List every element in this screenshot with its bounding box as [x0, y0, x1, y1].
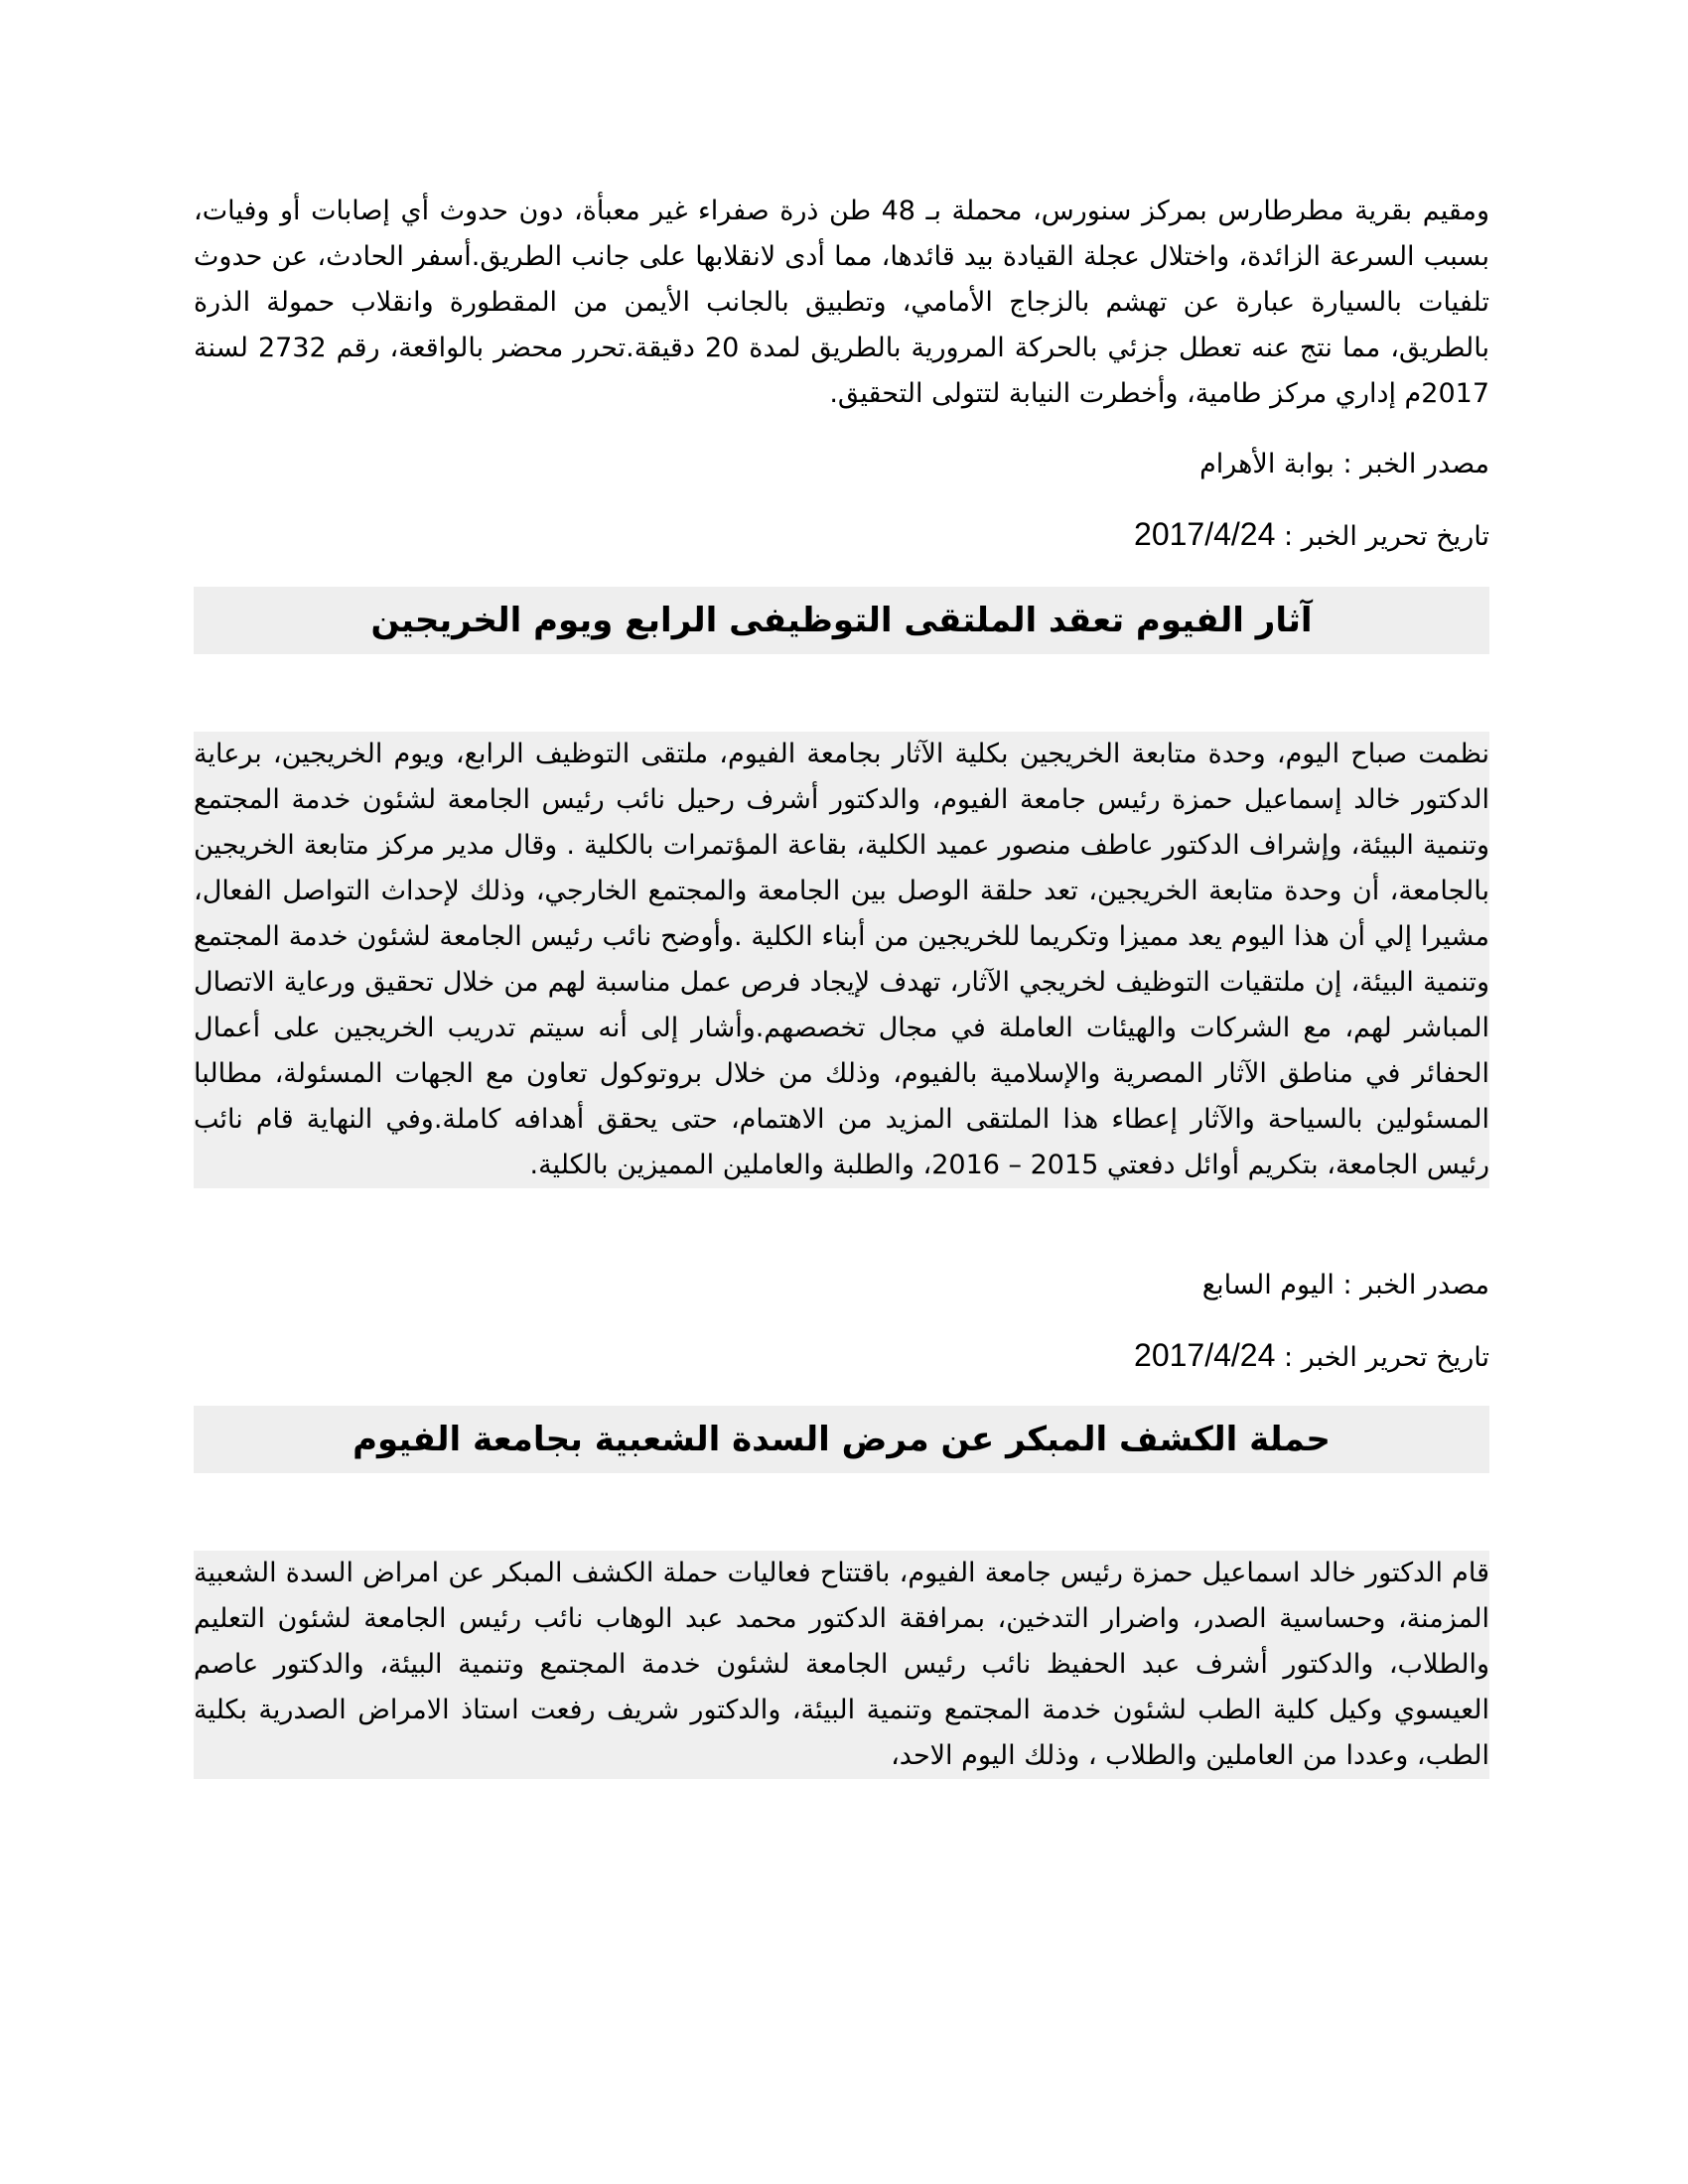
article1-source-line: [194, 445, 1489, 484]
article2-date-label: تاريخ تحرير الخبر :: [1275, 1342, 1489, 1373]
article1-date-value: 2017/4/24: [1134, 516, 1276, 552]
article1-source-value: بوابة الأهرام: [1199, 449, 1335, 479]
article1-date-line: [194, 514, 1489, 557]
article2-date-value: 2017/4/24: [1134, 1337, 1276, 1373]
article2-source-value: اليوم السابع: [1201, 1270, 1335, 1300]
document-page: [194, 189, 1489, 1779]
article1-body-text: ومقيم بقرية مطرطارس بمركز سنورس، محملة بـ 48 طن ذرة صفراء غير معبأة، دون حدوث أي إصابات أو وفيات، بسبب السرعة الزائدة، واختلال عجلة القيادة بيد قائدها، مما أدى لانقلابها على جانب الطريق.أسفر الحادث، عن حدوث تلفيات بالسيارة عبارة عن تهشم بالزجاج الأمامي، وتطبيق بالجانب الأيمن من المقطورة وانقلاب حمولة الذرة بالطريق، مما نتج عنه تعطل جزئي بالحركة المرورية بالطريق لمدة 20 دقيقة.تحرر محضر بالواقعة، رقم 2732 لسنة 2017م إداري مركز طامية، وأخطرت النيابة لتتولى التحقيق.: [194, 196, 1489, 409]
article2-source-label: مصدر الخبر :: [1334, 1270, 1489, 1300]
article1-source-label: مصدر الخبر :: [1334, 449, 1489, 479]
article3-headline: حملة الكشف المبكر عن مرض السدة الشعبية بجامعة الفيوم: [194, 1406, 1489, 1473]
article2-body-text: نظمت صباح اليوم، وحدة متابعة الخريجين بكلية الآثار بجامعة الفيوم، ملتقى التوظيف الرابع، ويوم الخريجين، برعاية الدكتور خالد إسماعيل حمزة رئيس جامعة الفيوم، والدكتور أشرف رحيل نائب رئيس الجامعة لشئون خدمة المجتمع وتنمية البيئة، وإشراف الدكتور عاطف منصور عميد الكلية، بقاعة المؤتمرات بالكلية . وقال مدير مركز متابعة الخريجين بالجامعة، أن وحدة متابعة الخريجين، تعد حلقة الوصل بين الجامعة والمجتمع الخارجي، وذلك لإحداث التواصل الفعال، مشيرا إلي أن هذا اليوم يعد مميزا وتكريما للخريجين من أبناء الكلية .وأوضح نائب رئيس الجامعة لشئون خدمة المجتمع وتنمية البيئة، إن ملتقيات التوظيف لخريجي الآثار، تهدف لإيجاد فرص عمل مناسبة لهم من خلال تحقيق ورعاية الاتصال المباشر لهم، مع الشركات والهيئات العاملة في مجال تخصصهم.وأشار إلى أنه سيتم تدريب الخريجين على أعمال الحفائر في مناطق الآثار المصرية والإسلامية بالفيوم، وذلك من خلال بروتوكول تعاون مع الجهات المسئولة، مطالبا المسئولين بالسياحة والآثار إعطاء هذا الملتقى المزيد من الاهتمام، حتى يحقق أهدافه كاملة.وفي النهاية قام نائب رئيس الجامعة، بتكريم أوائل دفعتي 2015 – 2016، والطلبة والعاملين المميزين بالكلية.: [194, 732, 1489, 1188]
article2-source-line: [194, 1266, 1489, 1305]
article2-headline: آثار الفيوم تعقد الملتقى التوظيفى الرابع ويوم الخريجين: [194, 587, 1489, 654]
article2-date-line: [194, 1335, 1489, 1378]
article3-body-text: قام الدكتور خالد اسماعيل حمزة رئيس جامعة الفيوم، باقتتاح فعاليات حملة الكشف المبكر عن امراض السدة الشعبية المزمنة، وحساسية الصدر، واضرار التدخين، بمرافقة الدكتور محمد عبد الوهاب نائب رئيس الجامعة لشئون التعليم والطلاب، والدكتور أشرف عبد الحفيظ نائب رئيس الجامعة لشئون خدمة المجتمع وتنمية البيئة، والدكتور عاصم العيسوي وكيل كلية الطب لشئون خدمة المجتمع وتنمية البيئة، والدكتور شريف رفعت استاذ الامراض الصدرية بكلية الطب، وعددا من العاملين والطلاب ، وذلك اليوم الاحد،: [194, 1551, 1489, 1779]
article1-date-label: تاريخ تحرير الخبر :: [1275, 521, 1489, 552]
